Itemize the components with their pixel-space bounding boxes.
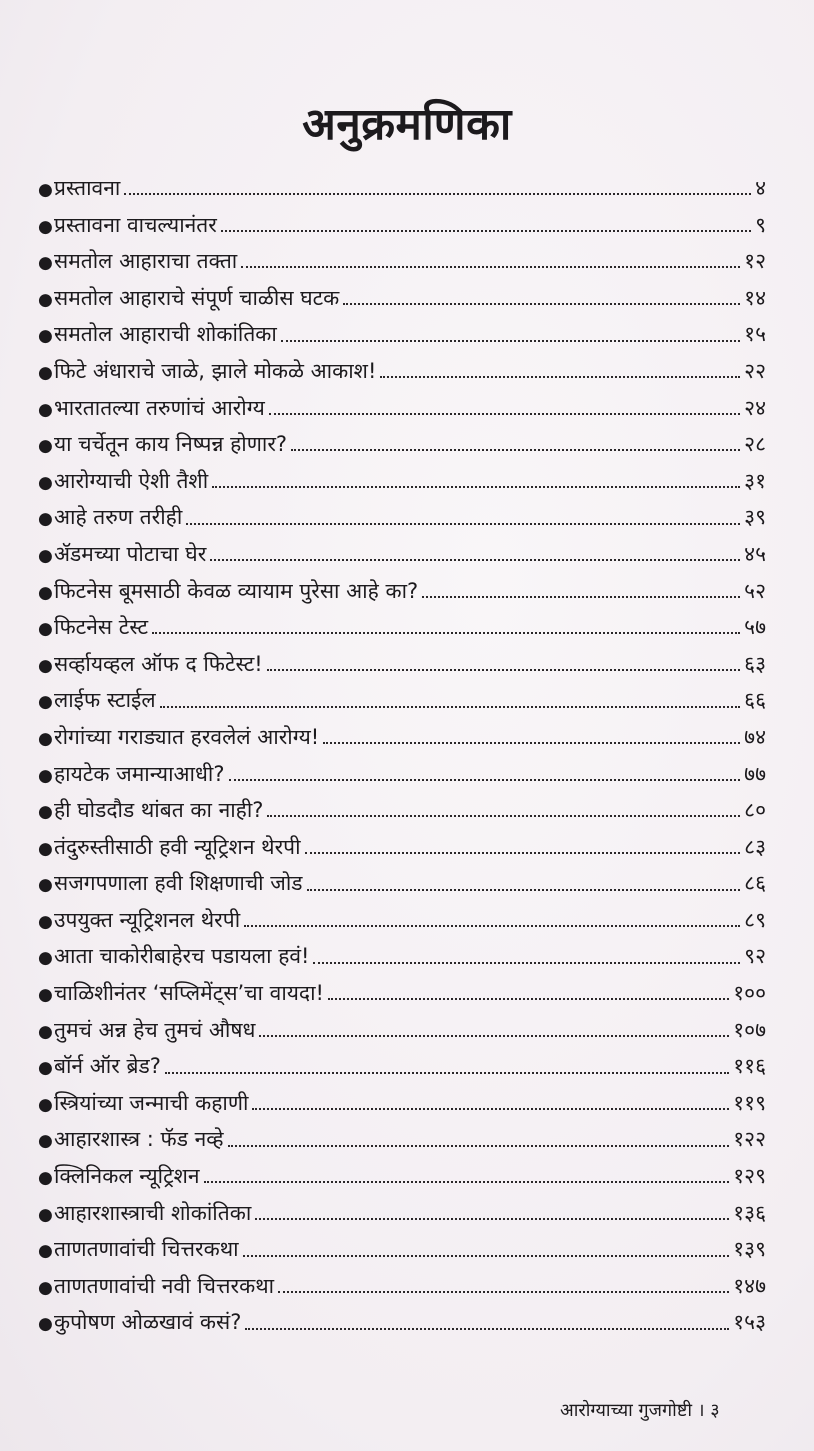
toc-entry-page-number: १४ (744, 285, 766, 310)
toc-entry-title: फिटनेस बूमसाठी केवळ व्यायाम पुरेसा आहे का? (54, 578, 419, 603)
toc-entry (38, 609, 766, 646)
bullet-icon: ● (38, 472, 53, 493)
page-footer: आरोग्याच्या गुजगोष्टी । ३ (560, 1400, 720, 1421)
dot-leader (152, 617, 740, 637)
toc-entry-title: उपयुक्त न्यूट्रिशनल थेरपी (54, 907, 241, 932)
toc-entry-title: आरोग्याची ऐशी तैशी (54, 468, 209, 493)
toc-entry-page-number: ९ (755, 212, 766, 237)
toc-entry-page-number: ४५ (744, 541, 766, 566)
dot-leader (160, 691, 741, 711)
dot-leader (245, 1313, 729, 1333)
toc-entry-page-number: ७७ (744, 761, 766, 786)
dot-leader (269, 398, 740, 418)
toc-entry-page-number: १३६ (733, 1200, 766, 1225)
dot-leader (165, 1057, 729, 1077)
toc-entry (38, 390, 766, 427)
toc-entry (38, 646, 766, 683)
bullet-icon: ● (38, 985, 53, 1006)
toc-entry-page-number: १२२ (733, 1127, 766, 1152)
toc-entry-title: रोगांच्या गराड्यात हरवलेलं आरोग्य! (54, 724, 320, 749)
toc-entry-title: हायटेक जमान्याआधी? (54, 761, 225, 786)
toc-entry (38, 1268, 766, 1305)
toc-entry (38, 1158, 766, 1195)
toc-entry-title: फिटे अंधाराचे जाळे, झाले मोकळे आकाश! (54, 358, 377, 383)
bullet-icon: ● (38, 1277, 53, 1298)
toc-entry-page-number: ३१ (744, 468, 766, 493)
dot-leader (252, 1093, 729, 1113)
bullet-icon: ● (38, 948, 53, 969)
toc-entry (38, 536, 766, 573)
toc-entry-title: समतोल आहाराचे संपूर्ण चाळीस घटक (54, 285, 340, 310)
toc-entry-title: प्रस्तावना (54, 176, 121, 200)
toc-entry-page-number: ६६ (744, 688, 766, 713)
bullet-icon: ● (38, 509, 53, 530)
toc-entry-page-number: १५ (744, 322, 766, 347)
toc-entry-title: चाळिशीनंतर ‘सप्लिमेंट्स’चा वायदा! (54, 981, 324, 1006)
toc-entry-page-number: १५३ (733, 1310, 766, 1335)
bullet-icon: ● (38, 399, 53, 420)
bullet-icon: ● (38, 728, 53, 749)
toc-entry (38, 426, 766, 463)
toc-entry-title: तुमचं अन्न हेच तुमचं औषध (54, 1017, 256, 1042)
dot-leader (307, 874, 741, 894)
bullet-icon: ● (38, 1204, 53, 1225)
bullet-icon: ● (38, 289, 53, 310)
bullet-icon: ● (38, 362, 53, 383)
bullet-icon: ● (38, 1168, 53, 1189)
bullet-icon: ● (38, 802, 53, 823)
toc-entry-title: लाईफ स्टाईल (54, 688, 156, 713)
table-of-contents (38, 170, 766, 1341)
toc-entry (38, 463, 766, 500)
dot-leader (380, 361, 740, 381)
dot-leader (244, 910, 740, 930)
toc-entry-title: समतोल आहाराचा तक्ता (54, 249, 238, 274)
toc-entry-page-number: ८६ (744, 871, 766, 896)
toc-entry-title: या चर्चेतून काय निष्पन्न होणार? (54, 432, 288, 457)
toc-entry-title: सर्व्हायव्हल ऑफ द फिटेस्ट! (54, 651, 263, 676)
bullet-icon: ● (38, 692, 53, 713)
dot-leader (422, 581, 740, 601)
toc-entry-page-number: ८३ (744, 834, 766, 859)
toc-entry-page-number: ५२ (744, 578, 766, 603)
toc-entry-page-number: ४ (755, 176, 766, 200)
toc-entry-page-number: ६३ (744, 651, 766, 676)
dot-leader (328, 983, 729, 1003)
toc-entry-title: आहारशास्त्राची शोकांतिका (54, 1200, 252, 1225)
dot-leader (278, 1276, 729, 1296)
dot-leader (124, 178, 751, 198)
dot-leader (210, 544, 740, 564)
toc-entry (38, 756, 766, 793)
toc-entry-title: बॉर्न ऑर ब्रेड? (54, 1054, 161, 1079)
toc-entry (38, 1304, 766, 1341)
bullet-icon: ● (38, 253, 53, 274)
bullet-icon: ● (38, 765, 53, 786)
toc-entry-page-number: ११९ (733, 1090, 766, 1115)
bullet-icon: ● (38, 582, 53, 603)
toc-entry-page-number: ८० (744, 798, 766, 823)
toc-entry-page-number: १०० (733, 981, 766, 1006)
bullet-icon: ● (38, 1021, 53, 1042)
toc-entry-title: ही घोडदौड थांबत का नाही? (54, 798, 264, 823)
toc-entry-page-number: १२ (744, 249, 766, 274)
toc-entry-title: सजगपणाला हवी शिक्षणाची जोड (54, 871, 303, 896)
toc-entry-title: तंदुरुस्तीसाठी हवी न्यूट्रिशन थेरपी (54, 834, 301, 859)
toc-entry-page-number: १२९ (733, 1164, 766, 1189)
toc-entry (38, 170, 766, 207)
bullet-icon: ● (38, 1131, 53, 1152)
dot-leader (186, 508, 740, 528)
bullet-icon: ● (38, 180, 53, 200)
toc-entry (38, 975, 766, 1012)
toc-entry (38, 792, 766, 829)
toc-entry (38, 499, 766, 536)
dot-leader (291, 434, 740, 454)
toc-entry (38, 865, 766, 902)
dot-leader (229, 764, 741, 784)
dot-leader (259, 1020, 729, 1040)
toc-entry (38, 573, 766, 610)
bullet-icon: ● (38, 838, 53, 859)
bullet-icon: ● (38, 875, 53, 896)
toc-entry (38, 902, 766, 939)
toc-entry-page-number: ३९ (744, 505, 766, 530)
dot-leader (228, 1130, 730, 1150)
bullet-icon: ● (38, 436, 53, 457)
dot-leader (243, 1240, 730, 1260)
toc-entry-page-number: ११६ (733, 1054, 766, 1079)
toc-entry (38, 1048, 766, 1085)
toc-entry-title: आता चाकोरीबाहेरच पडायला हवं! (54, 944, 310, 969)
toc-entry (38, 1085, 766, 1122)
toc-entry (38, 207, 766, 244)
toc-entry-page-number: २८ (744, 432, 766, 457)
toc-entry-title: ताणतणावांची चित्तरकथा (54, 1237, 239, 1262)
bullet-icon: ● (38, 1314, 53, 1335)
bullet-icon: ● (38, 1058, 53, 1079)
toc-entry (38, 316, 766, 353)
toc-entry (38, 1012, 766, 1049)
toc-entry-title: ताणतणावांची नवी चित्तरकथा (54, 1273, 275, 1298)
toc-entry-page-number: ९२ (744, 944, 766, 969)
dot-leader (204, 1166, 730, 1186)
bullet-icon: ● (38, 911, 53, 932)
dot-leader (212, 471, 740, 491)
page-title: अनुक्रमणिका (302, 99, 512, 150)
toc-entry-page-number: ५७ (744, 615, 766, 640)
dot-leader (305, 837, 741, 857)
toc-entry (38, 280, 766, 317)
toc-entry (38, 719, 766, 756)
dot-leader (281, 325, 740, 345)
toc-entry-page-number: ८९ (744, 907, 766, 932)
dot-leader (241, 251, 740, 271)
toc-entry (38, 829, 766, 866)
toc-entry-title: समतोल आहाराची शोकांतिका (54, 322, 277, 347)
toc-entry-page-number: ७४ (744, 724, 766, 749)
toc-entry (38, 938, 766, 975)
toc-entry-page-number: १३९ (733, 1237, 766, 1262)
toc-entry (38, 1121, 766, 1158)
toc-entry-title: आहारशास्त्र : फॅड नव्हे (54, 1127, 224, 1152)
dot-leader (221, 215, 751, 235)
bullet-icon: ● (38, 545, 53, 566)
toc-entry-title: फिटनेस टेस्ट (54, 615, 149, 640)
toc-entry-page-number: २४ (744, 395, 766, 420)
toc-entry-title: ॲडमच्या पोटाचा घेर (54, 541, 207, 566)
toc-entry-title: कुपोषण ओळखावं कसं? (54, 1310, 242, 1335)
toc-entry (38, 243, 766, 280)
dot-leader (313, 947, 740, 967)
toc-entry (38, 1195, 766, 1232)
toc-entry-title: आहे तरुण तरीही (54, 505, 183, 530)
bullet-icon: ● (38, 326, 53, 347)
toc-entry-page-number: १४७ (733, 1273, 766, 1298)
toc-entry-title: प्रस्तावना वाचल्यानंतर (54, 212, 217, 237)
bullet-icon: ● (38, 1241, 53, 1262)
bullet-icon: ● (38, 655, 53, 676)
toc-entry-page-number: १०७ (733, 1017, 766, 1042)
bullet-icon: ● (38, 1094, 53, 1115)
bullet-icon: ● (38, 619, 53, 640)
dot-leader (267, 654, 740, 674)
dot-leader (255, 1203, 729, 1223)
toc-entry (38, 353, 766, 390)
toc-entry-title: स्त्रियांच्या जन्माची कहाणी (54, 1090, 249, 1115)
dot-leader (267, 800, 740, 820)
bullet-icon: ● (38, 216, 53, 237)
dot-leader (323, 727, 740, 747)
toc-entry-title: क्लिनिकल न्यूट्रिशन (54, 1164, 200, 1189)
toc-entry-title: भारतातल्या तरुणांचं आरोग्य (54, 395, 265, 420)
toc-entry (38, 682, 766, 719)
toc-entry-page-number: २२ (744, 358, 766, 383)
dot-leader (343, 288, 740, 308)
toc-entry (38, 1231, 766, 1268)
